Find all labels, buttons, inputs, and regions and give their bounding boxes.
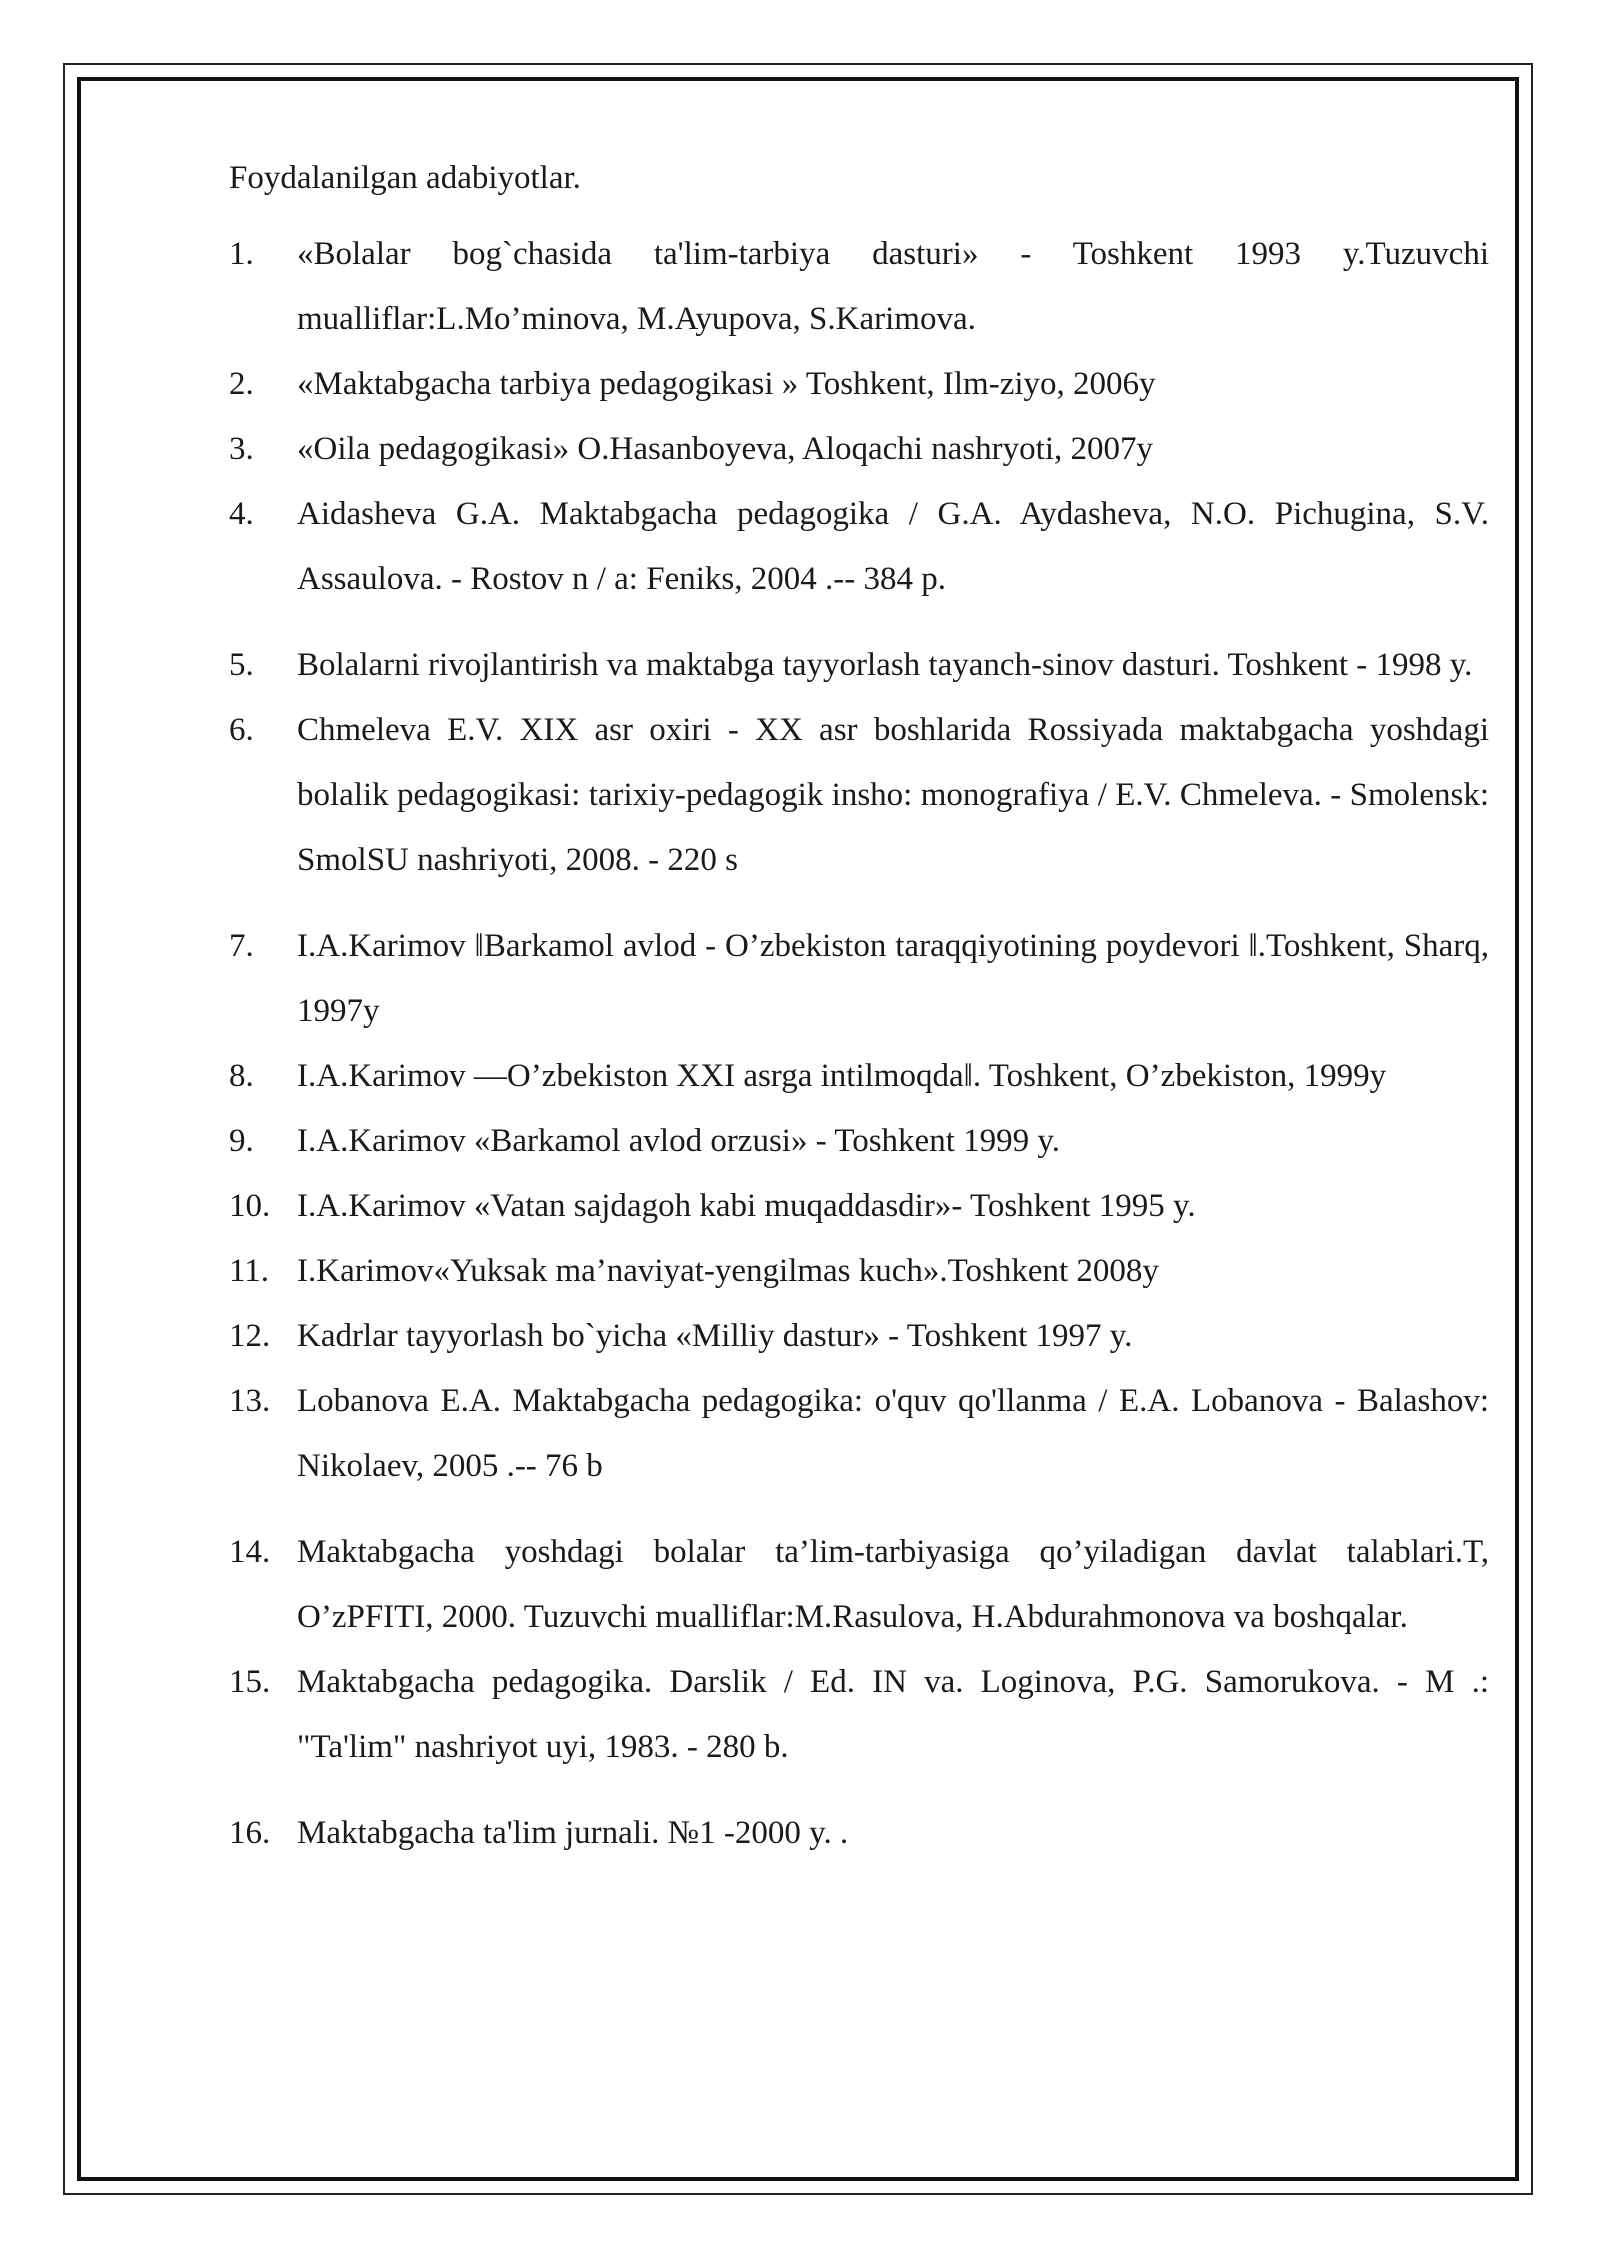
list-item xyxy=(229,633,1489,698)
list-item-number: 14. xyxy=(229,1534,271,1570)
list-item-text: Maktabgacha ta'lim jurnali. №1 -2000 y. . xyxy=(297,1815,849,1851)
list-item xyxy=(229,482,1489,612)
list-item-text: I.A.Karimov ‖Barkamol avlod - O’zbekiston taraqqiyotining poydevori ‖.Toshkent, Sharq, 1997y xyxy=(297,928,1489,1029)
list-item-text: I.Karimov«Yuksak ma’naviyat-yengilmas kuch».Toshkent 2008y xyxy=(297,1253,1159,1289)
list-item-text: Bolalarni rivojlantirish va maktabga tayyorlash tayanch-sinov dasturi. Toshkent - 1998 y. xyxy=(297,647,1473,683)
list-item xyxy=(229,1801,1489,1866)
list-item-text: Chmeleva E.V. XIX asr oxiri - XX asr boshlarida Rossiyada maktabgacha yoshdagi bolalik pedagogikasi: tarixiy-pedagogik insho: monografiya / E.V. Chmeleva. - Smolensk: SmolSU nashriyoti, 2008. - 220 s xyxy=(297,712,1489,878)
list-item-number: 9. xyxy=(229,1123,254,1159)
list-item-number: 15. xyxy=(229,1664,271,1700)
list-item-number: 11. xyxy=(229,1253,270,1289)
list-item-number: 13. xyxy=(229,1383,271,1419)
list-item-number: 12. xyxy=(229,1318,271,1354)
list-item-number: 7. xyxy=(229,928,254,964)
list-item-number: 3. xyxy=(229,431,254,467)
list-item-text: «Bolalar bog`chasida ta'lim-tarbiya dasturi» - Toshkent 1993 y.Tuzuvchi mualliflar:L.Mo’minova, M.Ayupova, S.Karimova. xyxy=(297,236,1489,337)
list-item-text: Lobanova E.A. Maktabgacha pedagogika: o'quv qo'llanma / E.A. Lobanova - Balashov: Nikolaev, 2005 .-- 76 b xyxy=(297,1383,1489,1484)
list-item-text: Aidasheva G.A. Maktabgacha pedagogika / G.A. Aydasheva, N.O. Pichugina, S.V. Assaulova. - Rostov n / a: Feniks, 2004 .-- 384 p. xyxy=(297,496,1489,597)
list-item xyxy=(229,1369,1489,1499)
list-item-number: 4. xyxy=(229,496,254,532)
list-item xyxy=(229,417,1489,482)
list-item xyxy=(229,914,1489,1044)
list-item-number: 16. xyxy=(229,1815,271,1851)
list-item xyxy=(229,1174,1489,1239)
list-item-text: Kadrlar tayyorlash bo`yicha «Milliy dastur» - Toshkent 1997 y. xyxy=(297,1318,1133,1354)
list-item-number: 10. xyxy=(229,1188,271,1224)
list-item-number: 5. xyxy=(229,647,254,683)
list-item-number: 8. xyxy=(229,1058,254,1094)
document-body xyxy=(229,150,1489,1866)
list-item xyxy=(229,1650,1489,1780)
list-item xyxy=(229,1109,1489,1174)
list-item xyxy=(229,1304,1489,1369)
list-item-text: I.A.Karimov ―O’zbekiston XXI asrga intilmoqda‖. Toshkent, O’zbekiston, 1999y xyxy=(297,1058,1387,1094)
list-item xyxy=(229,1044,1489,1109)
list-item-text: Maktabgacha pedagogika. Darslik / Ed. IN va. Loginova, P.G. Samorukova. - M .: "Ta'lim" nashriyot uyi, 1983. - 280 b. xyxy=(297,1664,1489,1765)
list-item-number: 6. xyxy=(229,712,254,748)
list-item-number: 2. xyxy=(229,366,254,402)
page-title: Foydalanilgan adabiyotlar. xyxy=(229,160,581,196)
list-item xyxy=(229,1520,1489,1650)
reference-list xyxy=(229,222,1489,1866)
list-item xyxy=(229,1239,1489,1304)
list-item-number: 1. xyxy=(229,236,254,272)
list-item-text: I.A.Karimov «Barkamol avlod orzusi» - Toshkent 1999 y. xyxy=(297,1123,1060,1159)
list-item xyxy=(229,698,1489,893)
list-item xyxy=(229,222,1489,352)
list-item-text: «Oila pedagogikasi» O.Hasanboyeva, Aloqachi nashryoti, 2007y xyxy=(297,431,1153,467)
list-item-text: I.A.Karimov «Vatan sajdagoh kabi muqaddasdir»- Toshkent 1995 y. xyxy=(297,1188,1196,1224)
list-item-text: «Maktabgacha tarbiya pedagogikasi » Toshkent, Ilm-ziyo, 2006y xyxy=(297,366,1156,402)
list-item-text: Maktabgacha yoshdagi bolalar ta’lim-tarbiyasiga qo’yiladigan davlat talablari.T, O’zPFITI, 2000. Tuzuvchi mualliflar:M.Rasulova, H.Abdurahmonova va boshqalar. xyxy=(297,1534,1489,1635)
list-item xyxy=(229,352,1489,417)
